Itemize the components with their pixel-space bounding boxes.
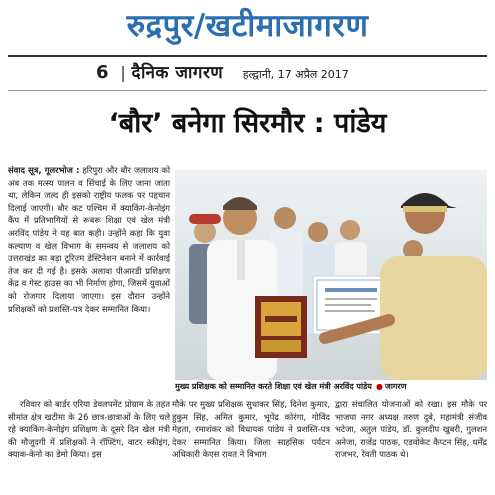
article-para-4: द्वारा संचालित योजनाओं को रखा। इस मौके पर भाजपा नगर अध्यक्ष तरुण दुबे, महामंत्री संजीव भटेजा, अतुल पांडेय, डॉ. कुलदीप खुबरी, गुलशन अनेजा, राजेंद्र पाठक, एडवोकेट कैप्टन सिंह, धर्मेंद्र राजभर, रेवती पाठक थे। — [335, 399, 487, 460]
paper-name: दैनिक जागरण — [131, 63, 224, 83]
byline: संवाद सूत्र, गूलरभोज : — [8, 165, 80, 175]
award-plaque — [255, 296, 307, 358]
article-para-2: रविवार को बार्डर एरिया डेवलपमेंट प्रोग्राम के तहत सीमांत क्षेत्र खटीमा के 26 छात्र-छात्राओं के लिए चले रहे क्याकिंग-केनोइंग प्रशिक्षण के दूसरे दिन खेल मंत्री की मौजूदगी में प्रशिक्षकों ने रॉफ्टिंग, वाटर स्कीइंग, क्याक-केनो का डेमो किया। इस — [8, 399, 170, 460]
separator: | — [120, 63, 126, 82]
masthead — [0, 0, 495, 60]
page-info-bar — [96, 60, 349, 86]
article-lead: हरिपुरा और बौर जलाशय को अब तक मत्स्य पालन व सिंचाई के लिए जाना जाता था, लेकिन जल्द ही इसको राष्ट्रीय फलक पर पहचान दिलाई जाएगी। बौर कट पश्चिम में क्याकिंग-केनोइंग कैंप में प्रतिभागियों से रूबरू शिक्षा एवं खेल मंत्री अरविंद पांडेय ने यह बात कही। उन्होंने कहा कि युवा कल्याण व खेल विभाग के समन्वय से जलाशय को उत्तराखंड का बड़ा टूरिज्म डेस्टिनेशन बनाने में कार्रवाई तेज कर दी गई है। इसके अलावा पीआरडी प्रशिक्षण केंद्र व गेस्ट हाउस का भी निर्माण होगा, जिसमें युवाओं को रोजगार दिलाया जाएगा। इस दौरान उन्होंने प्रशिक्षकों को प्रशस्ति-पत्र देकर सम्मानित किया। — [8, 165, 170, 314]
caption-text: मुख्य प्रशिक्षक को सम्मानित करते शिक्षा एवं खेल मंत्री अरविंद पांडेय — [175, 382, 372, 391]
page-number: 6 — [96, 62, 109, 83]
masthead-rule — [8, 55, 487, 57]
masthead-paper: जागरण — [282, 8, 369, 44]
headline: ‘बौर’ बनेगा सिरमौर : पांडेय — [108, 108, 387, 139]
masthead-city: रुद्रपुर/खटीमा — [126, 8, 283, 44]
news-photo — [175, 170, 487, 380]
photo-illustration — [175, 170, 487, 380]
place-date: हल्द्वानी, 17 अप्रैल 2017 — [242, 68, 349, 81]
article-para-3: मौके पर मुख्य प्रशिक्षक सुधाकर सिंह, दिनेश कुमार, हुकुम सिंह, अमित कुमार, भूपेंद्र कोरंगा, गोविंद मेहता, रमाशंकर को विधायक पांडेय ने प्रशस्ति-पत्र देकर सम्मानित किया। जिला साहसिक पर्यटन अधिकारी केएस रावत ने विभाग — [172, 399, 330, 460]
masthead-title — [0, 6, 495, 46]
article-column-1 — [8, 164, 170, 315]
caption-bullet: ● — [375, 382, 383, 391]
photo-credit: जागरण — [384, 382, 407, 391]
photo-caption — [175, 381, 487, 393]
page-info-rule — [8, 90, 487, 91]
